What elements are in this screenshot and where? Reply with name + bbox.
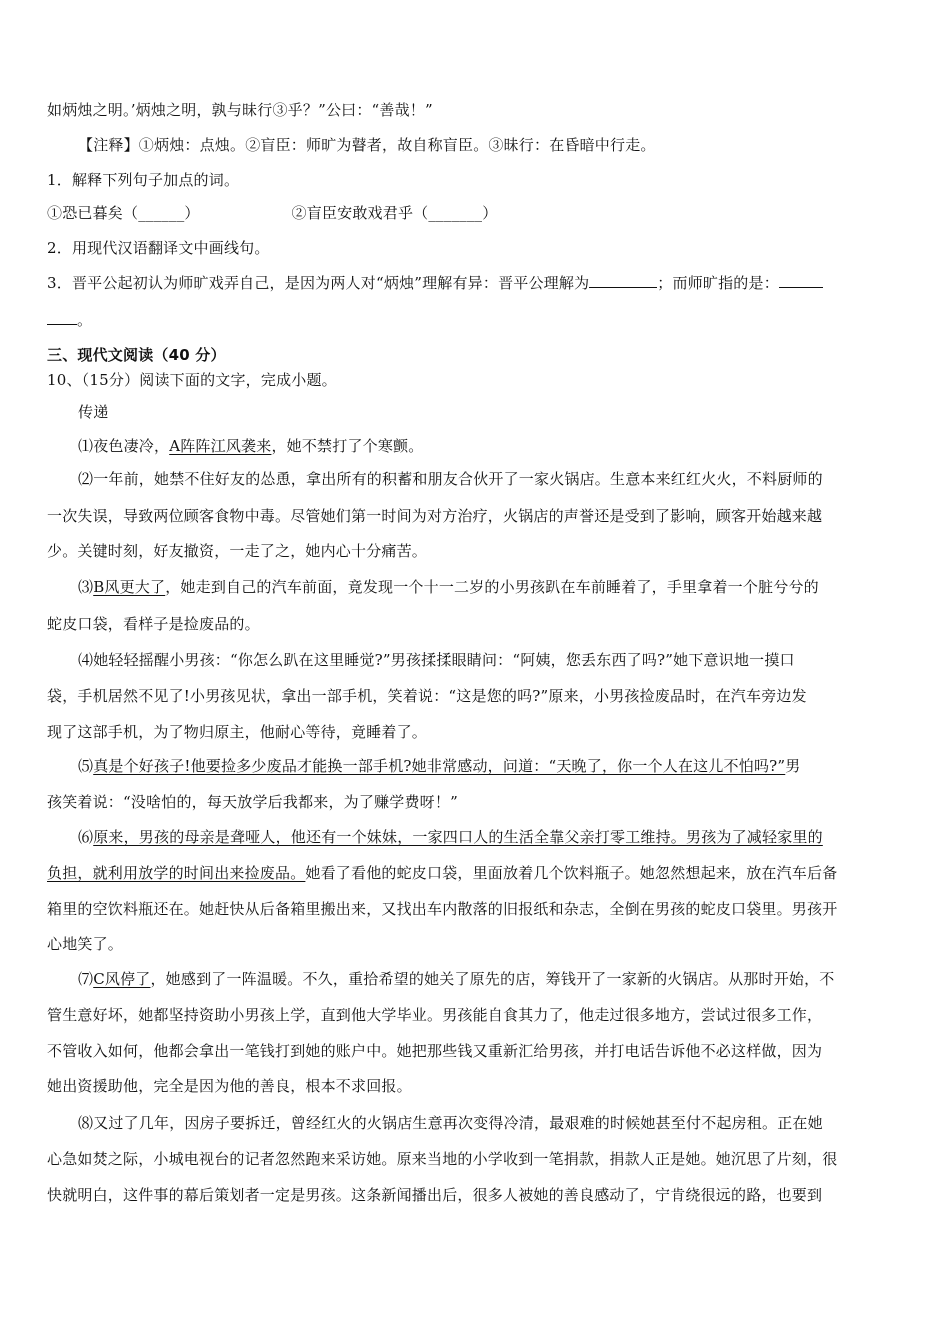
underlined-sentence-p6: 原来，男孩的母亲是聋哑人，他还有一个妹妹，一家四口人的生活全靠父亲打零工维持。男孩为了减轻家里的 <box>93 828 823 846</box>
paragraph-6-line-2 <box>47 863 903 883</box>
underlined-phrase-c: C风停了 <box>93 970 151 988</box>
question-2: 2．用现代汉语翻译文中画线句。 <box>47 239 270 257</box>
paragraph-7-line-4: 她出资援助他，完全是因为他的善良，根本不求回报。 <box>47 1077 412 1095</box>
question-3-text-a: 3．晋平公起初认为师旷戏弄自己，是因为两人对“炳烛”理解有异：晋平公理解为 <box>47 274 590 292</box>
paragraph-8-line-2: 心急如焚之际，小城电视台的记者忽然跑来采访她。原来当地的小学收到一笔捐款，捐款人正是她。她沉思了片刻，很 <box>47 1150 838 1168</box>
answer-blank <box>47 310 77 325</box>
p6-text: 她看了看他的蛇皮口袋，里面放着几个饮料瓶子。她忽然想起来，放在汽车后备 <box>305 864 838 882</box>
paragraph-5-line-2: 孩笑着说：“没啥怕的，每天放学后我都来，为了赚学费呀！” <box>47 793 458 811</box>
underlined-sentence-p6-cont: 负担，就利用放学的时间出来捡废品。 <box>47 864 306 882</box>
paragraph-6-line-3: 箱里的空饮料瓶还在。她赶快从后备箱里搬出来，又找出车内散落的旧报纸和杂志，全倒在男孩的蛇皮口袋里。男孩开 <box>47 900 838 918</box>
paragraph-7-line-2: 管生意好坏，她都坚持资助小男孩上学，直到他大学毕业。男孩能自食其力了，他走过很多地方，尝试过很多工作， <box>47 1006 823 1024</box>
p1-text-end: ，她不禁打了个寒颤。 <box>271 437 424 455</box>
paragraph-7-line-3: 不管收入如何，他都会拿出一笔钱打到她的账户中。她把那些钱又重新汇给男孩，并打电话告诉他不必这样做，因为 <box>47 1042 823 1060</box>
question-1: 1．解释下列句子加点的词。 <box>47 171 240 189</box>
paragraph-4-line-2: 袋，手机居然不见了!小男孩见状，拿出一部手机，笑着说：“这是您的吗?”原来，小男孩捡废品时，在汽车旁边发 <box>47 687 807 705</box>
paragraph-2-line-1: ⑵一年前，她禁不住好友的怂恿，拿出所有的积蓄和朋友合伙开了一家火锅店。生意本来红红火火，不料厨师的 <box>78 470 823 488</box>
annotation-note: 【注释】①炳烛：点烛。②盲臣：师旷为瞽者，故自称盲臣。③昧行：在昏暗中行走。 <box>78 136 656 154</box>
p7-number: ⑺ <box>78 970 94 988</box>
paragraph-8-line-1: ⑻又过了几年，因房子要拆迁，曾经红火的火锅店生意再次变得冷清，最艰难的时候她甚至付不起房租。正在她 <box>78 1114 823 1132</box>
paragraph-4-line-1: ⑷她轻轻摇醒小男孩：“你怎么趴在这里睡觉?”男孩揉揉眼睛问：“阿姨，您丢东西了吗?”她下意识地一摸口 <box>78 651 795 669</box>
question-3 <box>47 273 903 293</box>
paragraph-3-line-2: 蛇皮口袋，看样子是捡废品的。 <box>47 615 260 633</box>
p6-number: ⑹ <box>78 828 94 846</box>
paragraph-6-line-1 <box>78 827 903 847</box>
paragraph-3-line-1 <box>78 577 903 597</box>
paragraph-8-line-3: 快就明白，这件事的幕后策划者一定是男孩。这条新闻播出后，很多人被她的善良感动了，宁肯绕很远的路，也要到 <box>47 1186 823 1204</box>
p5-text: 男 <box>785 757 801 775</box>
answer-blank <box>779 273 823 288</box>
question-1-items <box>47 203 903 223</box>
question-10: 10、（15分）阅读下面的文字，完成小题。 <box>47 371 337 389</box>
p7-text: ，她感到了一阵温暖。不久，重拾希望的她关了原先的店，筹钱开了一家新的火锅店。从那时开始，不 <box>150 970 835 988</box>
underlined-phrase-b: B风更大了 <box>93 578 166 596</box>
answer-blank <box>589 273 657 288</box>
p3-number: ⑶ <box>78 578 94 596</box>
paragraph-2-line-2: 一次失误，导致两位顾客食物中毒。尽管她们第一时间为对方治疗，火锅店的声誉还是受到了影响，顾客开始越来越 <box>47 507 823 525</box>
paragraph-4-line-3: 现了这部手机，为了物归原主，他耐心等待，竟睡着了。 <box>47 723 428 741</box>
question-3-end: 。 <box>77 311 93 329</box>
classical-text-end: 如炳烛之明。’炳烛之明，孰与昧行③乎？”公曰：“善哉！” <box>47 101 433 119</box>
section-heading: 三、现代文阅读（40 分） <box>47 346 226 364</box>
paragraph-5-line-1 <box>78 756 903 776</box>
question-1b: ②盲臣安敢戏君乎（_______） <box>291 204 498 222</box>
underlined-phrase-a: A阵阵江风袭来 <box>169 437 272 455</box>
p3-text: ，她走到自己的汽车前面，竟发现一个十一二岁的小男孩趴在车前睡着了，手里拿着一个脏兮兮的 <box>165 578 819 596</box>
underlined-sentence-p5: 真是个好孩子!他要捡多少废品才能换一部手机?她非常感动，问道：“天晚了，你一个人在这儿不怕吗?” <box>93 757 786 775</box>
p1-text: ⑴夜色凄冷， <box>78 437 170 455</box>
article-title: 传递 <box>78 403 109 421</box>
paragraph-7-line-1 <box>78 969 903 989</box>
paragraph-2-line-3: 少。关键时刻，好友撤资，一走了之，她内心十分痛苦。 <box>47 542 428 560</box>
p5-number: ⑸ <box>78 757 94 775</box>
paragraph-6-line-4: 心地笑了。 <box>47 935 124 953</box>
question-3-continued <box>47 310 903 330</box>
question-3-text-b: ；而师旷指的是： <box>657 274 779 292</box>
question-1a: ①恐已暮矣（______） <box>47 204 200 222</box>
paragraph-1 <box>78 436 903 456</box>
